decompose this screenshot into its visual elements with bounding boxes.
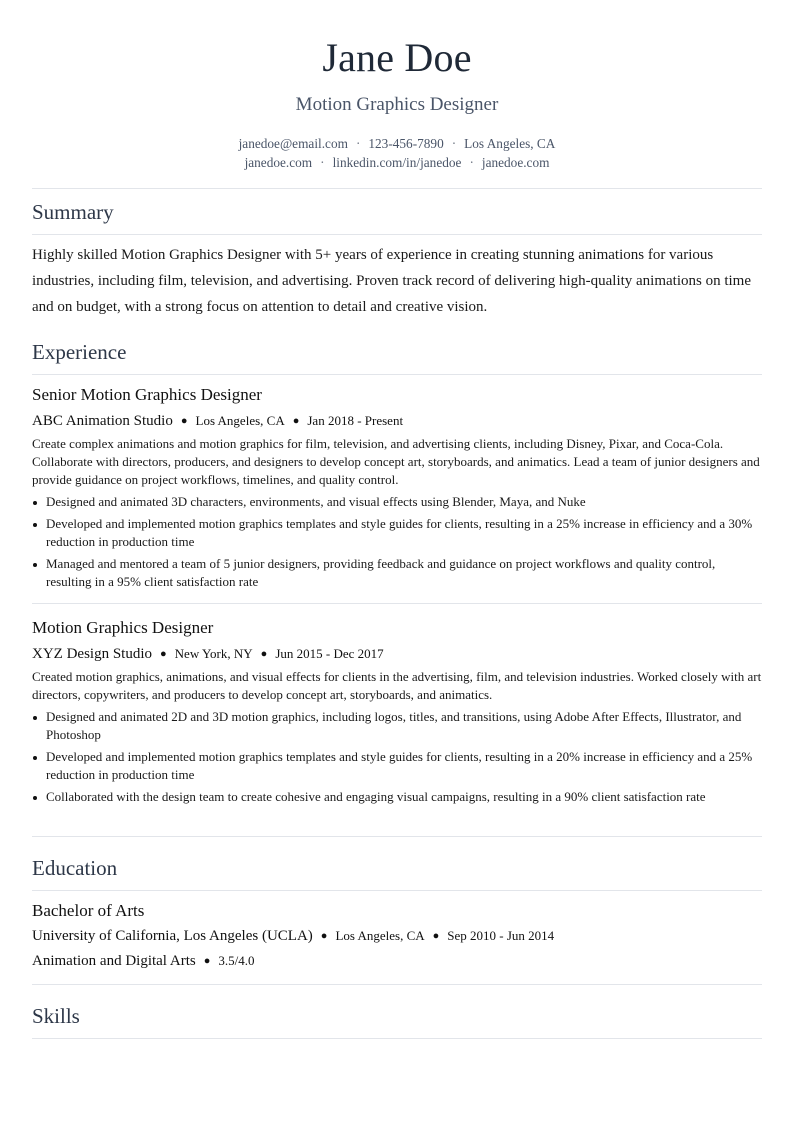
job-location: Los Angeles, CA: [195, 413, 285, 428]
phone-text: 123-456-7890: [368, 136, 444, 151]
meta-bullet: ●: [260, 648, 268, 660]
section-divider: [32, 234, 762, 235]
email-link[interactable]: janedoe@email.com: [238, 136, 348, 151]
achievement-item: Managed and mentored a team of 5 junior designers, providing feedback and guidance on project workflows and quality control, resulting in a 95% client satisfaction rate: [32, 555, 762, 591]
achievement-item: Developed and implemented motion graphics templates and style guides for clients, resulting in a 25% increase in efficiency and a 30% reduction in production time: [32, 515, 762, 551]
portfolio-link[interactable]: janedoe.com: [481, 155, 550, 170]
section-title-skills: Skills: [32, 1004, 80, 1028]
meta-bullet: ●: [320, 930, 328, 942]
company-name: XYZ Design Studio: [32, 646, 152, 662]
contact-separator: ·: [320, 155, 325, 170]
job-meta: [32, 411, 762, 432]
header-divider: [32, 188, 762, 189]
school-name: University of California, Los Angeles (UCLA): [32, 928, 313, 944]
contact-separator: ·: [469, 155, 474, 170]
job-location: New York, NY: [174, 646, 253, 661]
major-name: Animation and Digital Arts: [32, 953, 196, 969]
major-line: [32, 951, 762, 972]
contact-line-2: [32, 154, 762, 172]
job-dates: Jan 2018 - Present: [307, 413, 404, 428]
contact-line-1: [32, 135, 762, 153]
job-description: Create complex animations and motion graphics for film, television, and advertising clients, including Disney, Pixar, and Coca-Cola. Collaborate with directors, producers, and designers to develop concept art, storyboards, and animatics. Lead a team of junior designers and provide guidance on project workflows, timelines, and quality control.: [32, 436, 760, 487]
contact-separator: ·: [451, 136, 457, 151]
school-line: [32, 926, 762, 947]
section-title-experience: Experience: [32, 340, 127, 364]
experience-entry: [32, 617, 762, 810]
education-entry: [32, 900, 762, 972]
section-title-summary: Summary: [32, 200, 114, 224]
candidate-name: Jane Doe: [322, 35, 472, 80]
section-divider: [32, 890, 762, 891]
job-dates: Jun 2015 - Dec 2017: [275, 646, 384, 661]
contact-separator: ·: [355, 136, 361, 151]
achievement-item: Developed and implemented motion graphics templates and style guides for clients, resulting in a 20% increase in efficiency and a 25% reduction in production time: [32, 748, 762, 784]
meta-bullet: ●: [203, 955, 211, 967]
entry-divider: [32, 836, 762, 837]
job-meta: [32, 644, 762, 665]
meta-bullet: ●: [160, 648, 167, 660]
achievement-item: Designed and animated 3D characters, environments, and visual effects using Blender, Maya, and Nuke: [32, 493, 762, 511]
section-title-education: Education: [32, 856, 118, 880]
entry-divider: [32, 603, 762, 604]
experience-entry: [32, 384, 762, 595]
location-text: Los Angeles, CA: [464, 136, 556, 151]
achievement-list: [32, 493, 762, 591]
meta-bullet: ●: [292, 415, 300, 427]
linkedin-link[interactable]: linkedin.com/in/janedoe: [332, 155, 462, 170]
candidate-title: Motion Graphics Designer: [295, 94, 499, 115]
job-title: Senior Motion Graphics Designer: [32, 385, 262, 404]
degree-title: Bachelor of Arts: [32, 901, 145, 920]
summary-text: Highly skilled Motion Graphics Designer with 5+ years of experience in creating stunning animations for various industries, including film, television, and advertising. Proven track record of delivering high-quality animations on time and on budget, with a strong focus on attention to detail and creative vision.: [32, 247, 752, 315]
entry-divider: [32, 984, 762, 985]
section-divider: [32, 374, 762, 375]
job-title: Motion Graphics Designer: [32, 618, 214, 637]
achievement-item: Collaborated with the design team to create cohesive and engaging visual campaigns, resulting in a 90% client satisfaction rate: [32, 788, 762, 806]
school-dates: Sep 2010 - Jun 2014: [447, 928, 555, 943]
achievement-item: Designed and animated 2D and 3D motion graphics, including logos, titles, and transitions, using Adobe After Effects, Illustrator, and Photoshop: [32, 708, 762, 744]
job-description: Created motion graphics, animations, and visual effects for clients in the advertising, film, and television industries. Worked closely with art directors, copywriters, and producers to develop concept art, storyboards, and animatics.: [32, 669, 762, 702]
meta-bullet: ●: [432, 930, 440, 942]
meta-bullet: ●: [180, 415, 188, 427]
gpa-value: 3.5/4.0: [218, 953, 255, 968]
achievement-list: [32, 708, 762, 806]
section-divider: [32, 1038, 762, 1039]
company-name: ABC Animation Studio: [32, 413, 173, 429]
website-link[interactable]: janedoe.com: [244, 155, 313, 170]
school-location: Los Angeles, CA: [335, 928, 425, 943]
